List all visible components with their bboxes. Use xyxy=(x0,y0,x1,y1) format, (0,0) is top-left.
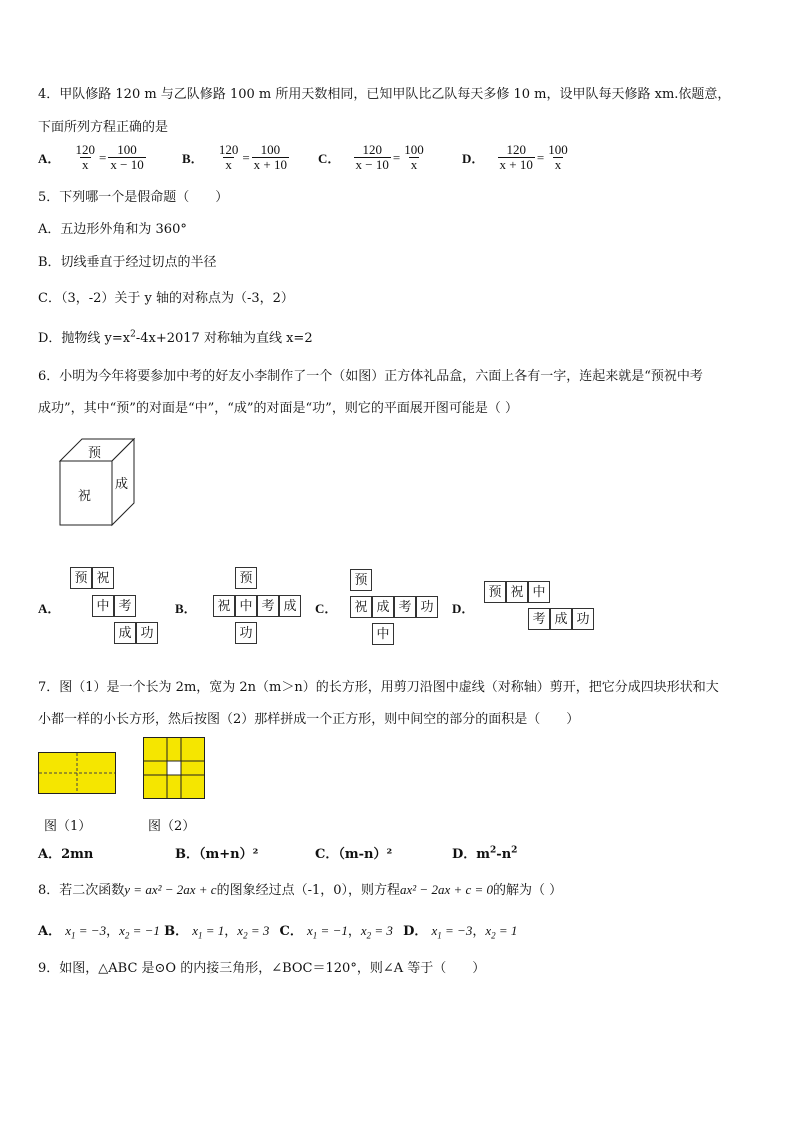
net-face: 中 xyxy=(92,595,114,617)
q5-option-c[interactable]: C．（3，-2）关于 y 轴的对称点为（-3，2） xyxy=(38,291,294,306)
net-face: 祝 xyxy=(506,581,528,603)
fraction: $\frac{120}{x - 10}$ xyxy=(355,142,389,172)
net-face: 中 xyxy=(528,581,550,603)
q8-stem: 8．若二次函数y = ax² − 2ax + c的图象经过点（-1，0），则方程ax² − 2ax + c = 0的解为（ ） xyxy=(38,882,563,898)
q4-option-b[interactable]: B． $\frac{120}{x}$ = $\frac{100}{x + 10}$ xyxy=(182,142,287,172)
q5-option-d[interactable]: D．抛物线 $y=x^2-4x+2017$ 对称轴为直线 x=2 xyxy=(38,329,313,346)
q6-stem-line2: 成功”，其中“预”的对面是“中”，“成”的对面是“功”，则它的平面展开图可能是（ ） xyxy=(38,401,518,416)
q5-option-a[interactable]: A．五边形外角和为 360° xyxy=(38,222,187,237)
q4-stem-line2: 下面所列方程正确的是 xyxy=(38,120,169,135)
q8-options xyxy=(38,920,517,941)
net-face: 成 xyxy=(372,596,394,618)
cube-front-face: 祝 xyxy=(78,489,92,504)
net-face: 祝 xyxy=(350,596,372,618)
cube-top-face: 预 xyxy=(88,446,102,461)
q7-option-d[interactable]: D．$m^2-n^2$ xyxy=(452,845,518,862)
net-face: 预 xyxy=(70,567,92,589)
net-face: 预 xyxy=(484,581,506,603)
fraction: $\frac{120}{x}$ xyxy=(75,142,96,172)
net-face: 中 xyxy=(372,623,394,645)
net-face: 预 xyxy=(350,569,372,591)
q5-stem: 5．下列哪一个是假命题（ ） xyxy=(38,190,229,205)
q4-option-d[interactable]: D． $\frac{120}{x + 10}$ = $\frac{100}{x}$ xyxy=(462,142,568,172)
q4-stem-line1: 4．甲队修路 120 m 与乙队修路 100 m 所用天数相同，已知甲队比乙队每天多修 10 m，设甲队每天修路 xm.依题意， xyxy=(38,87,731,102)
q6-option-b-label[interactable]: B． xyxy=(175,601,197,616)
fraction: $\frac{100}{x}$ xyxy=(548,142,568,172)
fraction: $\frac{120}{x + 10}$ xyxy=(499,142,533,172)
q6-option-d-label[interactable]: D． xyxy=(452,601,475,616)
fraction: $\frac{100}{x}$ xyxy=(404,142,424,172)
net-face: 考 xyxy=(257,595,279,617)
net-face: 功 xyxy=(136,622,158,644)
net-face: 功 xyxy=(572,608,594,630)
q7-option-c[interactable]: C．（m-n）² xyxy=(315,847,393,862)
net-face: 考 xyxy=(394,596,416,618)
q6-option-c-label[interactable]: C． xyxy=(315,601,338,616)
q5-option-b[interactable]: B．切线垂直于经过切点的半径 xyxy=(38,255,217,270)
net-face: 成 xyxy=(550,608,572,630)
q4-option-a[interactable]: A． $\frac{120}{x}$ = $\frac{100}{x - 10}$ xyxy=(38,142,144,172)
fraction: $\frac{120}{x}$ xyxy=(218,142,239,172)
q6-option-a-label[interactable]: A． xyxy=(38,601,61,616)
quadratic-equation: ax² − 2ax + c = 0 xyxy=(400,882,494,897)
net-face: 祝 xyxy=(92,567,114,589)
square-figure xyxy=(143,737,205,799)
q7-figure-1 xyxy=(38,752,116,794)
q7-option-b[interactable]: B．（m+n）² xyxy=(175,847,259,862)
q7-figure-2-caption: 图（2） xyxy=(148,819,196,834)
net-face: 功 xyxy=(235,622,257,644)
q8-option-b[interactable]: B． $x_1 = 1$，$x_2 = 3$ xyxy=(164,923,270,941)
q7-stem-line2: 小都一样的小长方形，然后按图（2）那样拼成一个正方形，则中间空的部分的面积是（ ） xyxy=(38,712,580,727)
net-face: 考 xyxy=(528,608,550,630)
cube-figure xyxy=(58,437,138,529)
fraction: $\frac{100}{x - 10}$ xyxy=(110,142,144,172)
net-face: 成 xyxy=(279,595,301,617)
q8-option-d[interactable]: D． $x_1 = -3$，$x_2 = 1$ xyxy=(403,923,518,941)
quadratic-function: y = ax² − 2ax + c xyxy=(124,882,217,897)
q7-stem-line1: 7．图（1）是一个长为 2m，宽为 2n（m＞n）的长方形，用剪刀沿图中虚线（对称轴）剪开，把它分成四块形状和大 xyxy=(38,680,719,695)
cube-side-face: 成 xyxy=(115,477,129,492)
rectangle-figure xyxy=(38,752,116,794)
q9-stem: 9．如图，△ABC 是⊙O 的内接三角形，∠BOC＝120°，则∠A 等于（ ） xyxy=(38,961,486,976)
q6-stem-line1: 6．小明为今年将要参加中考的好友小李制作了一个（如图）正方体礼品盒，六面上各有一字，连起来就是“预祝中考 xyxy=(38,369,703,384)
net-face: 功 xyxy=(416,596,438,618)
net-face: 成 xyxy=(114,622,136,644)
q7-figure-2 xyxy=(143,737,205,799)
q7-option-a[interactable]: A．2mn xyxy=(38,847,94,862)
q8-option-c[interactable]: C． $x_1 = -1$，$x_2 = 3$ xyxy=(279,923,393,941)
q7-figure-1-caption: 图（1） xyxy=(44,819,92,834)
net-face: 预 xyxy=(235,567,257,589)
q4-option-c[interactable]: C． $\frac{120}{x - 10}$ = $\frac{100}{x}$ xyxy=(318,142,424,172)
net-face: 祝 xyxy=(213,595,235,617)
net-face: 考 xyxy=(114,595,136,617)
net-face: 中 xyxy=(235,595,257,617)
q8-option-a[interactable]: A． $x_1 = -3$，$x_2 = -1$ xyxy=(38,923,160,941)
fraction: $\frac{100}{x + 10}$ xyxy=(253,142,287,172)
